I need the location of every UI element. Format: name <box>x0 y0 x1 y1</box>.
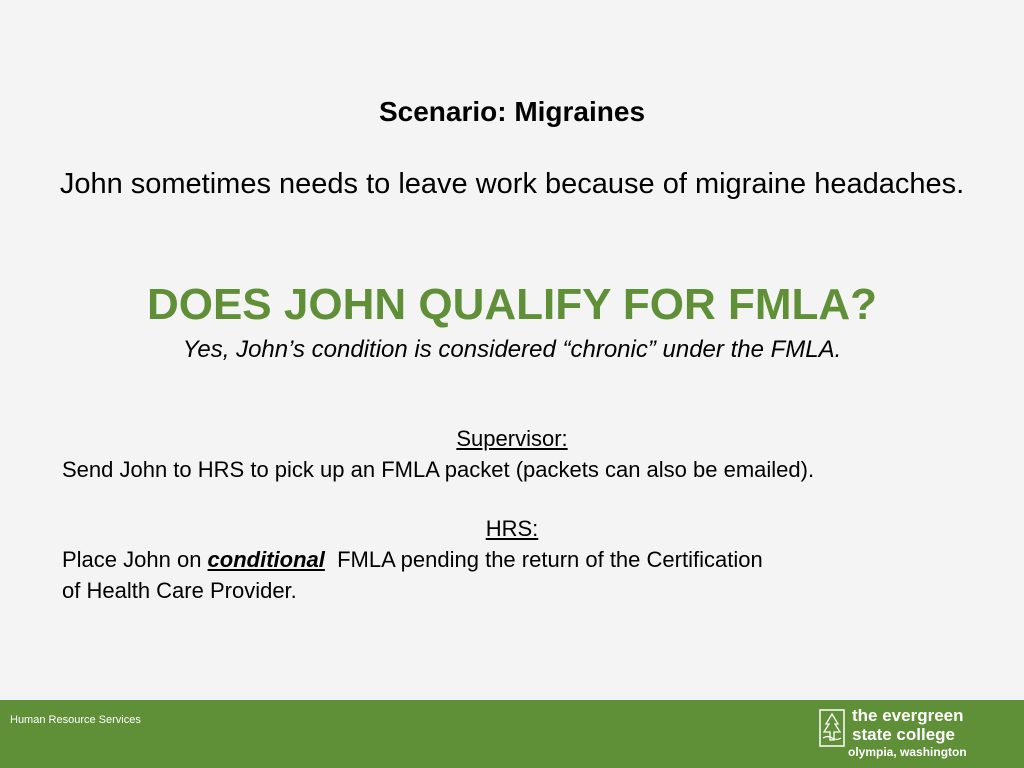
fmla-answer: Yes, John’s condition is considered “chronic” under the FMLA. <box>182 336 842 363</box>
conditional-emphasis: conditional <box>207 547 325 572</box>
hrs-label: HRS: <box>485 516 539 541</box>
scenario-heading: Scenario: Migraines <box>378 96 646 127</box>
department-name: Human Resource Services <box>10 714 141 726</box>
fmla-question: DOES JOHN QUALIFY FOR FMLA? <box>146 280 878 329</box>
supervisor-label: Supervisor: <box>456 426 568 451</box>
supervisor-instruction: Send John to HRS to pick up an FMLA packet (packets can also be emailed). <box>62 457 815 482</box>
footer-bar <box>0 700 1024 768</box>
hrs-text-before: Place John on <box>62 547 208 572</box>
logo-text-line1: the evergreen <box>852 706 964 725</box>
hrs-instruction-line1 <box>62 547 763 573</box>
evergreen-tree-logo-icon <box>818 708 846 748</box>
scenario-statement: John sometimes needs to leave work because of migraine headaches. <box>59 168 965 200</box>
hrs-text-after: FMLA pending the return of the Certification <box>324 547 763 572</box>
logo-text-line3: olympia, washington <box>848 745 967 759</box>
logo-text-line2: state college <box>852 725 955 744</box>
hrs-instruction-line2: of Health Care Provider. <box>62 578 297 603</box>
college-logo <box>818 706 978 762</box>
